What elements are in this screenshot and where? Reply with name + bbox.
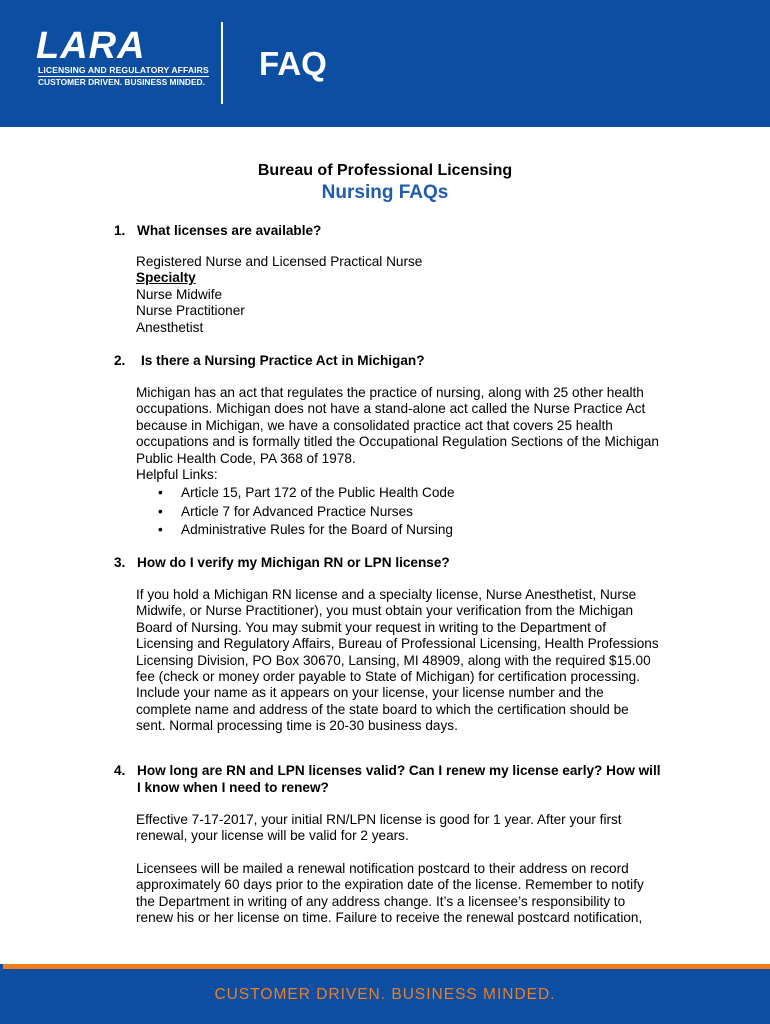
helpful-link[interactable]: Article 7 for Advanced Practice Nurses [181,503,413,519]
header-title: FAQ [259,45,327,82]
answer-line: Board of Nursing. You may submit your request in writing to the Department of [136,619,606,635]
answer-line: sent. Normal processing time is 20-30 business days. [136,718,458,734]
question-3 [114,554,684,571]
lara-logo [36,25,209,90]
answer-line: Nurse Practitioner [136,303,245,319]
answer-4-paragraph-2 [136,861,672,927]
answer-line: Nurse Midwife [136,286,223,302]
footer-tagline: CUSTOMER DRIVEN. BUSINESS MINDED. [214,986,556,1003]
bullet-icon: • [158,522,163,537]
answer-4-paragraph-1 [136,812,672,845]
page-footer [0,969,770,1024]
answer-line: occupations and is formally titled the Occupational Regulation Sections of the Michigan [136,434,659,450]
logo-mark: LARA [36,25,146,67]
answer-line: Effective 7-17-2017, your initial RN/LPN license is good for 1 year. After your first [136,812,622,827]
header-divider [221,22,223,104]
helpful-link[interactable]: Administrative Rules for the Board of Nursing [181,522,453,537]
question-text-line: How long are RN and LPN licenses valid? Can I renew my license early? How will [137,763,661,778]
answer-line: Licensing and Regulatory Affairs, Bureau of Professional Licensing, Health Professions [136,636,659,652]
answer-line: fee (check or money order payable to State of Michigan) for certification processing. [136,669,640,685]
answer-line: renewal, your license will be valid for 2 years. [136,828,409,844]
answer-line: Registered Nurse and Licensed Practical Nurse [136,254,423,269]
answer-line: renew his or her license on time. Failure to receive the renewal postcard notification, [136,910,643,926]
answer-line: complete name and address of the state board to which the certification should be [136,701,629,717]
question-number: 3. [114,555,126,570]
logo-tagline: CUSTOMER DRIVEN. BUSINESS MINDED. [38,77,205,87]
question-number: 2. [114,353,126,368]
helpful-link[interactable]: Article 15, Part 172 of the Public Health Code [181,485,455,500]
page-header [0,0,770,127]
answer-line: Licensees will be mailed a renewal notification postcard to their address on record [136,861,629,876]
question-number: 4. [114,763,126,778]
bullet-icon: • [158,503,163,519]
answer-line: If you hold a Michigan RN license and a specialty license, Nurse Anesthetist, Nurse [136,587,637,602]
question-text-line: I know when I need to renew? [137,780,329,795]
question-4 [114,762,684,796]
bullet-icon: • [158,485,163,500]
answer-line: Midwife, or Nurse Practitioner), you must obtain your verification from the Michigan [136,603,634,619]
answer-3 [136,587,672,735]
question-text: Is there a Nursing Practice Act in Michigan? [141,353,425,368]
question-1 [114,222,684,239]
page-subtitle: Nursing FAQs [321,182,449,203]
answer-line: occupations. Michigan does not have a stand-alone act called the Nurse Practice Act [136,401,646,417]
answer-2 [136,385,672,483]
question-2 [114,352,684,369]
answer-line: Licensing Division, PO Box 30670, Lansing, MI 48909, along with the required $15.00 [136,652,651,668]
list-item[interactable] [158,503,658,522]
helpful-links-list [158,484,658,540]
logo-agency-name: LICENSING AND REGULATORY AFFAIRS [38,65,209,75]
answer-line: Anesthetist [136,319,204,335]
specialty-heading: Specialty [136,270,196,286]
question-text: What licenses are available? [137,223,322,238]
answer-line: Public Health Code, PA 368 of 1978. [136,450,356,466]
answer-line: the Department in writing of any address change. It’s a licensee’s responsibility to [136,893,626,909]
bureau-title: Bureau of Professional Licensing [257,162,513,179]
answer-1 [136,254,672,336]
list-item[interactable] [158,484,658,503]
helpful-links-label: Helpful Links: [136,467,218,483]
answer-line: approximately 60 days prior to the expiration date of the license. Remember to notify [136,877,644,893]
list-item[interactable] [158,521,658,540]
question-number: 1. [114,223,126,238]
answer-line: Include your name as it appears on your license, your license number and the [136,685,604,701]
answer-line: Michigan has an act that regulates the practice of nursing, along with 25 other health [136,385,644,400]
answer-line: because in Michigan, we have a consolidated practice act that covers 25 health [136,417,613,433]
question-text: How do I verify my Michigan RN or LPN license? [137,555,450,570]
